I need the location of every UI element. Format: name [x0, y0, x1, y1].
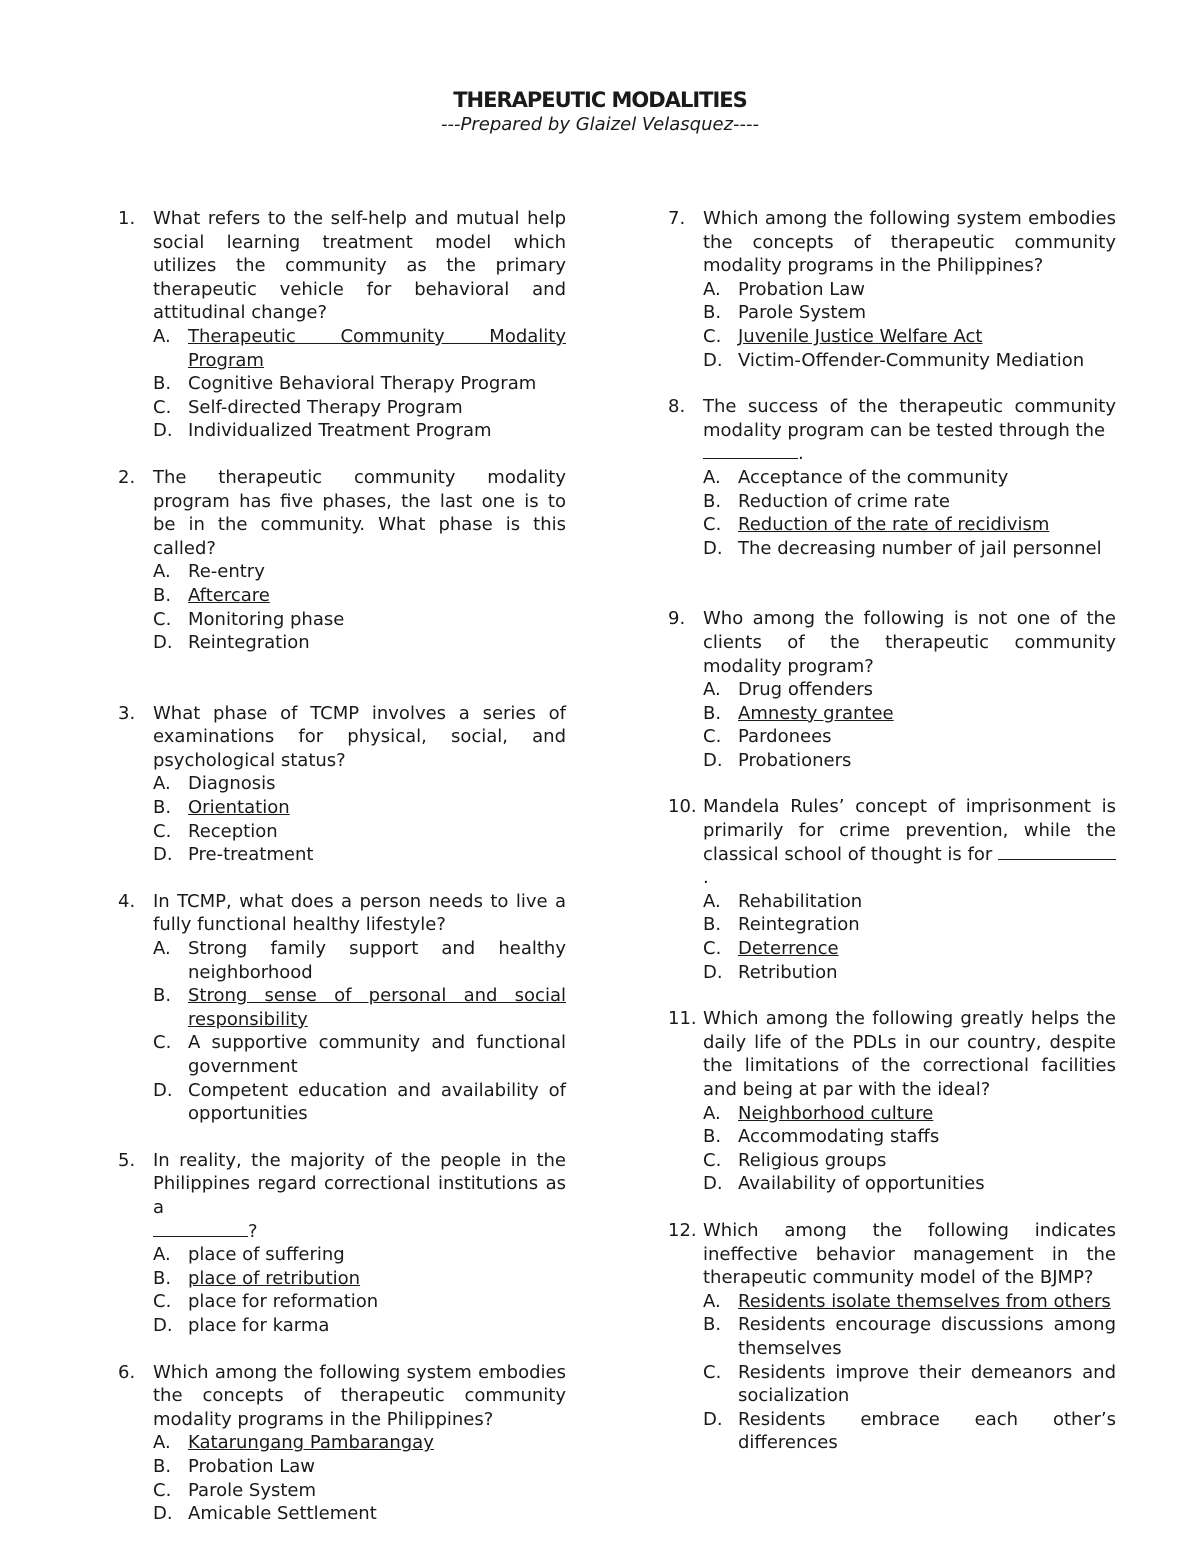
- question: [668, 207, 1116, 372]
- page-title: THERAPEUTIC MODALITIES: [453, 88, 747, 112]
- correct-answer-text: Residents isolate themselves from others: [738, 1290, 1111, 1312]
- question-stem: What phase of TCMP involves a series of examinations for physical, social, and psychological status?: [153, 702, 566, 771]
- option-a: [153, 1243, 566, 1267]
- option-c: [703, 513, 1116, 537]
- option-letter: C.: [703, 325, 722, 347]
- option-d: [153, 631, 566, 655]
- option-text: place of suffering: [188, 1244, 345, 1266]
- option-b: [153, 1267, 566, 1291]
- option-a: [703, 278, 1116, 302]
- option-d: [703, 749, 1116, 773]
- option-c: [703, 1361, 1116, 1408]
- question-stem-end: .: [703, 867, 709, 889]
- correct-answer-text: Katarungang Pambarangay: [188, 1432, 434, 1454]
- option-d: [703, 961, 1116, 985]
- question: [668, 1007, 1116, 1196]
- option-letter: A.: [153, 561, 171, 583]
- option-c: [153, 1290, 566, 1314]
- option-b: [153, 1455, 566, 1479]
- option-text: The decreasing number of jail personnel: [738, 537, 1102, 559]
- option-letter: B.: [703, 1314, 722, 1336]
- option-letter: D.: [153, 1503, 173, 1525]
- option-letter: C.: [153, 1032, 172, 1054]
- option-letter: B.: [703, 302, 722, 324]
- option-letter: D.: [153, 1314, 173, 1336]
- option-b: [703, 913, 1116, 937]
- question-number: 12.: [668, 1219, 697, 1241]
- question-stem: The success of the therapeutic community modality program can be tested through the: [703, 396, 1116, 441]
- option-d: [153, 419, 566, 443]
- option-text: Diagnosis: [188, 773, 276, 795]
- option-letter: B.: [153, 797, 172, 819]
- option-letter: B.: [153, 584, 172, 606]
- option-text: Parole System: [188, 1479, 317, 1501]
- option-letter: C.: [703, 726, 722, 748]
- option-d: [703, 1408, 1116, 1455]
- question: [118, 1149, 566, 1338]
- option-letter: D.: [703, 537, 723, 559]
- question-text: [153, 890, 566, 937]
- option-b: [703, 1313, 1116, 1360]
- option-text: Availability of opportunities: [738, 1173, 985, 1195]
- option-text: Pre-treatment: [188, 844, 314, 866]
- option-letter: B.: [703, 914, 722, 936]
- question-stem: Who among the following is not one of the clients of the therapeutic community modality program?: [703, 608, 1116, 677]
- option-text: Parole System: [738, 302, 867, 324]
- option-letter: B.: [153, 373, 172, 395]
- option-text: Cognitive Behavioral Therapy Program: [188, 373, 537, 395]
- option-letter: B.: [153, 985, 172, 1007]
- option-letter: D.: [703, 749, 723, 771]
- option-a: [703, 678, 1116, 702]
- option-text: Reintegration: [738, 914, 860, 936]
- option-text: Residents encourage discussions among themselves: [738, 1314, 1116, 1359]
- option-letter: D.: [153, 1079, 173, 1101]
- option-a: [703, 1290, 1116, 1314]
- question: [668, 1219, 1116, 1455]
- question: [118, 890, 566, 1126]
- option-letter: C.: [703, 514, 722, 536]
- option-text: Competent education and availability of opportunities: [188, 1079, 566, 1125]
- option-text: Individualized Treatment Program: [188, 420, 492, 442]
- option-text: Acceptance of the community: [738, 466, 1009, 488]
- option-letter: D.: [153, 844, 173, 866]
- option-b: [703, 301, 1116, 325]
- question-text: [703, 395, 1116, 466]
- option-a: [153, 1431, 566, 1455]
- option-letter: D.: [703, 961, 723, 983]
- option-letter: A.: [153, 938, 171, 960]
- option-c: [153, 608, 566, 632]
- option-b: [703, 1125, 1116, 1149]
- option-letter: C.: [153, 1479, 172, 1501]
- option-letter: D.: [703, 1173, 723, 1195]
- option-letter: B.: [703, 1126, 722, 1148]
- question-stem: Which among the following indicates ineffective behavior management in the therapeutic community model of the BJMP?: [703, 1219, 1116, 1289]
- option-letter: A.: [703, 890, 721, 912]
- option-text: Reception: [188, 820, 278, 842]
- question: [118, 702, 566, 867]
- option-text: place for karma: [188, 1314, 330, 1336]
- option-text: A supportive community and functional government: [188, 1032, 566, 1077]
- option-text: place for reformation: [188, 1291, 379, 1313]
- option-letter: B.: [703, 490, 722, 512]
- correct-answer-text: Amnesty grantee: [738, 702, 894, 724]
- option-text: Retribution: [738, 961, 838, 983]
- correct-answer-text: place of retribution: [188, 1267, 361, 1289]
- correct-answer-text: Orientation: [188, 797, 290, 819]
- option-d: [153, 1502, 566, 1526]
- question-stem: The therapeutic community modality program has five phases, the last one is to be in the community. What phase is this called?: [153, 466, 566, 559]
- option-text: Pardonees: [738, 726, 832, 748]
- option-letter: B.: [703, 702, 722, 724]
- option-b: [703, 490, 1116, 514]
- question-stem: Which among the following system embodies the concepts of therapeutic community modality programs in the Philippines?: [153, 1361, 566, 1430]
- option-text: Monitoring phase: [188, 608, 345, 630]
- option-letter: D.: [153, 420, 173, 442]
- option-letter: A.: [703, 278, 721, 300]
- question-text: [703, 207, 1116, 278]
- option-d: [703, 537, 1116, 561]
- option-d: [703, 1172, 1116, 1196]
- option-text: Probation Law: [188, 1455, 315, 1477]
- option-text: Reduction of crime rate: [738, 490, 950, 512]
- option-a: [153, 560, 566, 584]
- question-number: 9.: [668, 608, 686, 630]
- question-number: 10.: [668, 796, 697, 818]
- correct-answer-text: Reduction of the rate of recidivism: [738, 514, 1050, 536]
- option-letter: A.: [703, 1102, 721, 1124]
- option-text: Religious groups: [738, 1149, 887, 1171]
- question-text: [703, 607, 1116, 678]
- option-a: [703, 1102, 1116, 1126]
- question-stem-end: .: [798, 443, 804, 465]
- option-text: Probation Law: [738, 278, 865, 300]
- option-text: Amicable Settlement: [188, 1503, 377, 1525]
- question-stem: In reality, the majority of the people in the Philippines regard correctional institutions as a: [153, 1149, 566, 1218]
- option-text: Victim-Offender-Community Mediation: [738, 349, 1085, 371]
- option-letter: C.: [153, 1291, 172, 1313]
- option-letter: D.: [703, 349, 723, 371]
- option-b: [153, 372, 566, 396]
- option-d: [153, 1079, 566, 1126]
- correct-answer-text: Therapeutic Community Modality Program: [188, 325, 566, 371]
- question: [668, 395, 1116, 560]
- option-a: [153, 937, 566, 984]
- option-c: [703, 1149, 1116, 1173]
- option-letter: A.: [153, 325, 171, 347]
- option-letter: C.: [153, 608, 172, 630]
- option-c: [153, 1479, 566, 1503]
- option-d: [153, 843, 566, 867]
- question-stem: In TCMP, what does a person needs to live a fully functional healthy lifestyle?: [153, 890, 566, 936]
- answer-blank: [998, 843, 1116, 860]
- question-number: 7.: [668, 208, 686, 229]
- option-letter: C.: [703, 1149, 722, 1171]
- option-letter: D.: [703, 1408, 723, 1430]
- question-text: [703, 795, 1116, 889]
- option-a: [703, 890, 1116, 914]
- option-c: [703, 325, 1116, 349]
- option-text: Rehabilitation: [738, 890, 863, 912]
- option-letter: A.: [703, 1290, 721, 1312]
- question-number: 8.: [668, 396, 686, 418]
- question: [118, 207, 566, 443]
- option-text: Strong family support and healthy neighborhood: [188, 938, 566, 983]
- question-text: [703, 1007, 1116, 1101]
- option-letter: A.: [153, 1244, 171, 1266]
- question-text: [703, 1219, 1116, 1290]
- option-letter: C.: [153, 820, 172, 842]
- correct-answer-text: Deterrence: [738, 938, 839, 960]
- option-c: [153, 396, 566, 420]
- question-text: [153, 466, 566, 560]
- option-c: [153, 1031, 566, 1078]
- option-d: [153, 1314, 566, 1338]
- question-number: 11.: [668, 1008, 697, 1030]
- left-column: [118, 207, 566, 1526]
- option-b: [153, 984, 566, 1031]
- option-text: Probationers: [738, 749, 852, 771]
- question: [668, 607, 1116, 772]
- option-letter: C.: [153, 396, 172, 418]
- option-text: Accommodating staffs: [738, 1126, 940, 1148]
- option-letter: A.: [153, 773, 171, 795]
- question-stem: Mandela Rules’ concept of imprisonment is primarily for crime prevention, while the classical school of thought is for: [703, 796, 1116, 865]
- option-text: Drug offenders: [738, 679, 873, 701]
- question-stem: Which among the following system embodies the concepts of therapeutic community modality programs in the Philippines?: [703, 208, 1116, 277]
- option-a: [153, 772, 566, 796]
- option-letter: C.: [703, 938, 722, 960]
- option-letter: C.: [703, 1361, 722, 1383]
- question-text: [153, 1361, 566, 1432]
- option-letter: D.: [153, 632, 173, 654]
- option-text: Reintegration: [188, 632, 310, 654]
- option-a: [703, 466, 1116, 490]
- question-number: 3.: [118, 702, 136, 724]
- question: [118, 466, 566, 655]
- right-column: [668, 207, 1116, 1455]
- answer-blank: [703, 442, 798, 459]
- question-stem-end: ?: [248, 1220, 258, 1242]
- option-letter: B.: [153, 1267, 172, 1289]
- correct-answer-text: Neighborhood culture: [738, 1102, 934, 1124]
- question-number: 2.: [118, 466, 136, 488]
- question-number: 5.: [118, 1149, 136, 1171]
- option-b: [153, 796, 566, 820]
- question: [118, 1361, 566, 1526]
- option-text: Re-entry: [188, 561, 265, 583]
- option-letter: A.: [703, 466, 721, 488]
- author-line: ---Prepared by Glaizel Velasquez----: [441, 114, 759, 135]
- question-stem: What refers to the self-help and mutual help social learning treatment model which utilizes the community as the primary therapeutic vehicle for behavioral and attitudinal change?: [153, 208, 566, 324]
- correct-answer-text: Strong sense of personal and social responsibility: [188, 985, 566, 1030]
- option-letter: A.: [153, 1432, 171, 1454]
- option-b: [703, 702, 1116, 726]
- option-d: [703, 349, 1116, 373]
- option-text: Self-directed Therapy Program: [188, 396, 463, 418]
- option-letter: A.: [703, 679, 721, 701]
- question-number: 1.: [118, 208, 136, 229]
- option-c: [153, 820, 566, 844]
- answer-blank: [153, 1220, 248, 1237]
- option-c: [703, 937, 1116, 961]
- question-text: [153, 702, 566, 773]
- question-stem: Which among the following greatly helps the daily life of the PDLs in our country, despite the limitations of the correctional facilities and being at par with the ideal?: [703, 1008, 1116, 1100]
- option-text: Residents embrace each other’s differences: [738, 1408, 1116, 1454]
- option-b: [153, 584, 566, 608]
- question: [668, 795, 1116, 984]
- question-number: 6.: [118, 1361, 136, 1383]
- correct-answer-text: Juvenile Justice Welfare Act: [738, 325, 983, 347]
- option-letter: B.: [153, 1455, 172, 1477]
- correct-answer-text: Aftercare: [188, 584, 270, 606]
- option-text: Residents improve their demeanors and socialization: [738, 1361, 1116, 1407]
- question-text: [153, 1149, 566, 1243]
- question-text: [153, 207, 566, 325]
- option-c: [703, 725, 1116, 749]
- option-a: [153, 325, 566, 372]
- question-number: 4.: [118, 890, 136, 912]
